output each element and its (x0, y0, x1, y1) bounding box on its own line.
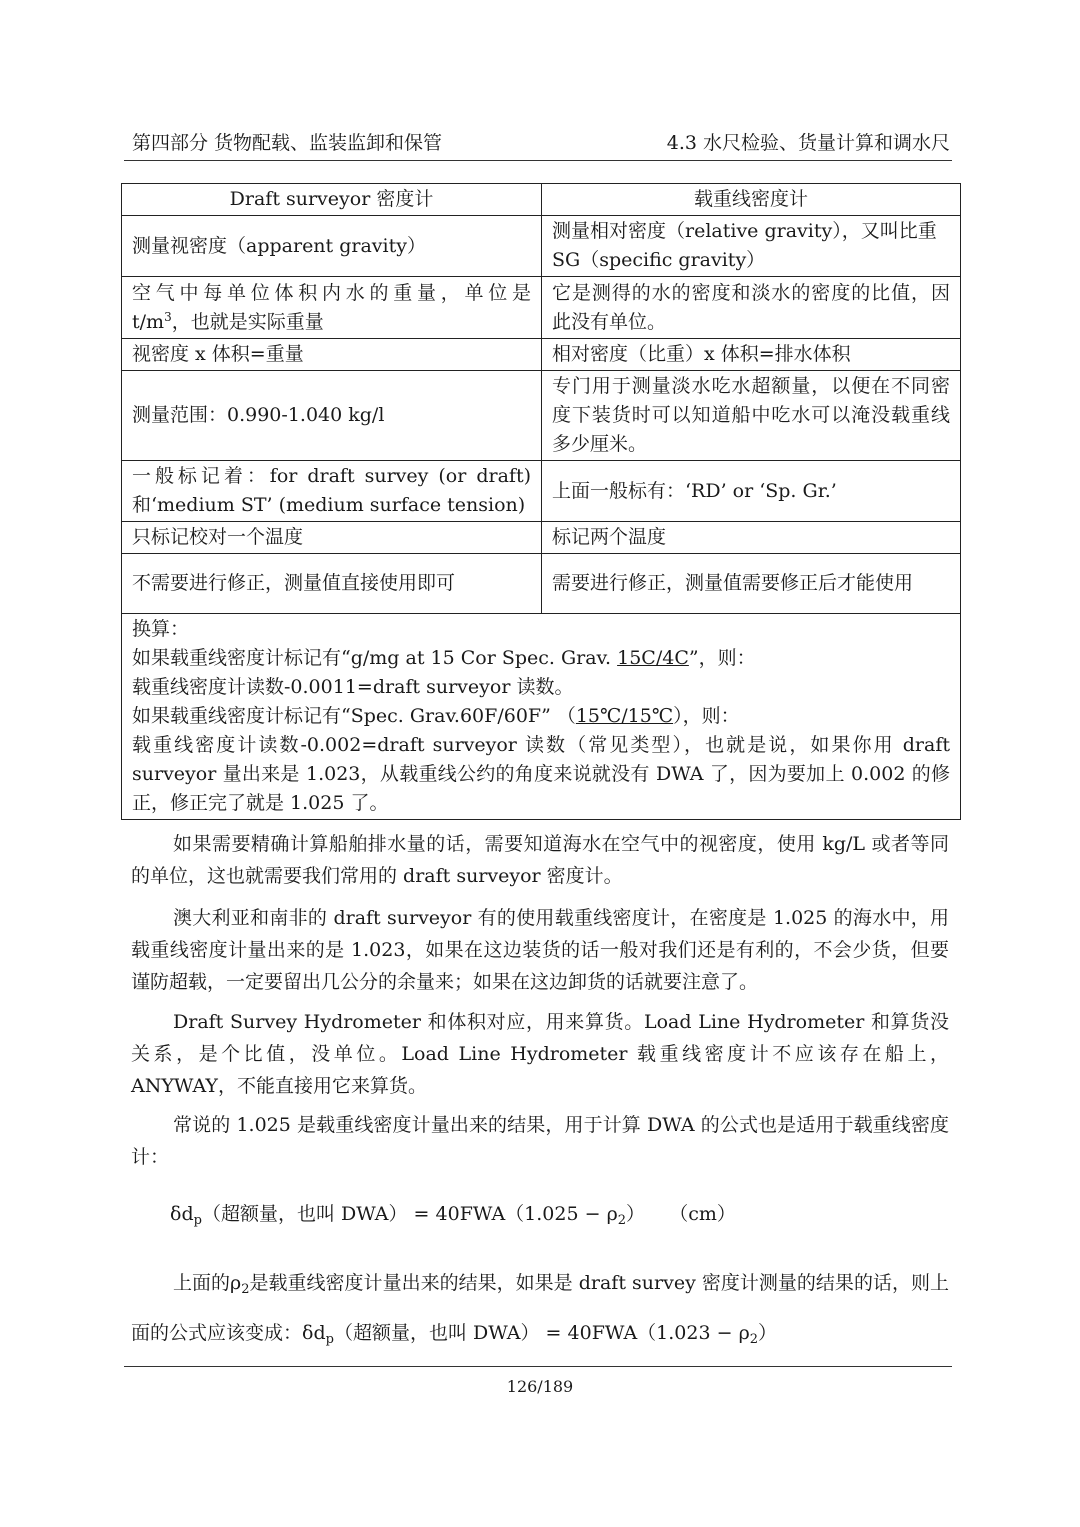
table-cell: 一般标记着：for draft survey (or draft)和‘medium ST’ (medium surface tension) (122, 461, 542, 522)
table-row (122, 277, 961, 339)
table-cell: 测量视密度（apparent gravity） (122, 216, 542, 277)
table-cell: 它是测得的水的密度和淡水的密度的比值，因此没有单位。 (542, 277, 961, 339)
conversion-cell (122, 614, 961, 820)
cell-line: 空气中每单位体积内水的重量，单位是 (132, 281, 531, 304)
table-cell: 测量范围：0.990-1.040 kg/l (122, 371, 542, 461)
table-row-conversion (122, 614, 961, 820)
page-number: 126/189 (506, 1377, 574, 1396)
table-cell: 只标记校对一个温度 (122, 522, 542, 554)
table-row (122, 339, 961, 371)
comparison-table (121, 183, 961, 820)
paragraph: 澳大利亚和南非的 draft surveyor 有的使用载重线密度计，在密度是 1.025 的海水中，用载重线密度计量出来的是 1.023，如果在这边装货的话一般对我们还是有利的，不会少货，但要谨防超载，一定要留出几公分的余量来；如果在这边卸货的话就要注意了。 (131, 907, 949, 993)
paragraph: 常说的 1.025 是载重线密度计量出来的结果，用于计算 DWA 的公式也是适用于载重线密度计： (131, 1114, 949, 1168)
table-row (122, 522, 961, 554)
table-row (122, 216, 961, 277)
conversion-title: 换算： (132, 618, 190, 640)
table-header: Draft surveyor 密度计 (122, 184, 542, 216)
header-left: 第四部分 货物配载、监装监卸和保管 (132, 132, 443, 154)
paragraph: Draft Survey Hydrometer 和体积对应，用来算货。Load Line Hydrometer 和算货没关系，是个比值，没单位。Load Line Hydrometer 载重线密度计不应该存在船上，ANYWAY，不能直接用它来算货。 (131, 1011, 949, 1097)
table-row (122, 461, 961, 522)
table-row (122, 371, 961, 461)
table-header: 载重线密度计 (542, 184, 961, 216)
conversion-line: 如果载重线密度计标记有“g/mg at 15 Cor Spec. Grav. 15C/4C”，则： (132, 647, 756, 669)
table-cell: 不需要进行修正，测量值直接使用即可 (122, 554, 542, 614)
table-cell: 上面一般标有：‘RD’ or ‘Sp. Gr.’ (542, 461, 961, 522)
table-cell: 视密度 x 体积=重量 (122, 339, 542, 371)
table-cell: 测量相对密度（relative gravity），又叫比重SG（specific gravity） (542, 216, 961, 277)
header-rule (124, 160, 952, 161)
table-cell: 需要进行修正，测量值需要修正后才能使用 (542, 554, 961, 614)
footer-rule (124, 1366, 952, 1367)
table-header-row (122, 184, 961, 216)
table-cell (122, 277, 542, 339)
table-cell: 标记两个温度 (542, 522, 961, 554)
conversion-line: 如果载重线密度计标记有“Spec. Grav.60F/60F” （15℃/15℃），则： (132, 705, 740, 727)
header-right: 4.3 水尺检验、货量计算和调水尺 (666, 132, 950, 154)
table-cell: 相对密度（比重）x 体积=排水体积 (542, 339, 961, 371)
table-cell: 专门用于测量淡水吃水超额量，以便在不同密度下装货时可以知道船中吃水可以淹没载重线多少厘米。 (542, 371, 961, 461)
paragraph: 如果需要精确计算船舶排水量的话，需要知道海水在空气中的视密度，使用 kg/L 或者等同的单位，这也就需要我们常用的 draft surveyor 密度计。 (131, 833, 949, 887)
paragraph-formula: 上面的$\rho_2$是载重线密度计量出来的结果，如果是 draft survey 密度计测量的结果的话，则上面的公式应该变成：$\delta d_p$（超额量，也叫 $DWA) = 40FWA(1.023 - \rho_2)$ (131, 1272, 949, 1347)
conversion-line: 载重线密度计读数-0.0011=draft surveyor 读数。 (132, 676, 574, 698)
table-row (122, 554, 961, 614)
conversion-line: 载重线密度计读数-0.002=draft surveyor 读数（常见类型），也就是说，如果你用 draft surveyor 量出来是 1.023，从载重线公约的角度来说就没有 DWA 了，因为要加上 0.002 的修正，修正完了就是 1.025 了。 (132, 734, 950, 814)
cell-line: $t/m^3$，也就是实际重量 (132, 309, 324, 333)
dwa-formula: $\delta d_p$（超额量，也叫 $DWA) = 40FWA(1.025 - \rho_2)$ （cm） (170, 1203, 736, 1228)
